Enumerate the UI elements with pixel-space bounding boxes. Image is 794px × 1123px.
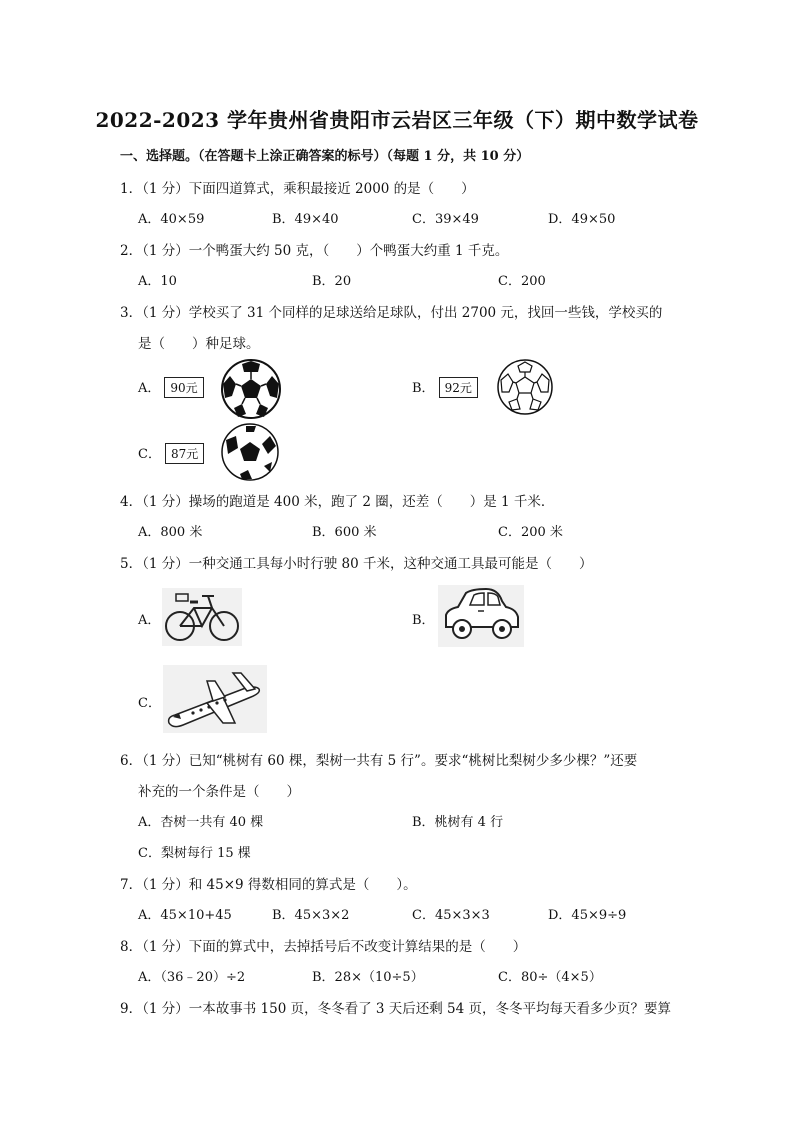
airplane-icon [163, 665, 267, 733]
question-4: 4．（1 分）操场的跑道是 400 米，跑了 2 圈，还差（ ）是 1 千米． [120, 494, 555, 510]
q6-option-c: C．梨树每行 15 棵 [138, 846, 251, 861]
q5-option-b: B． [412, 613, 435, 628]
q7-option-d: D．45×9÷9 [548, 908, 627, 923]
q7-option-c: C．45×3×3 [412, 908, 490, 923]
q5-option-a: A． [138, 613, 161, 628]
question-1: 1．（1 分）下面四道算式，乘积最接近 2000 的是（ ） [120, 181, 475, 197]
soccer-ball-a-icon [220, 358, 282, 420]
q5-option-c: C． [138, 696, 161, 711]
q4-option-a: A．800 米 [138, 525, 203, 540]
q3-option-c-label: C． [138, 447, 161, 462]
question-9: 9．（1 分）一本故事书 150 页，冬冬看了 3 天后还剩 54 页，冬冬平均每天看多少页？要算 [120, 1001, 672, 1017]
q1-option-a: A．40×59 [138, 212, 205, 227]
question-2: 2．（1 分）一个鸭蛋大约 50 克，（ ）个鸭蛋大约重 1 千克。 [120, 243, 509, 259]
q1-option-d: D．49×50 [548, 212, 616, 227]
q3-price-a: 90元 [164, 377, 203, 398]
q2-option-b: B．20 [312, 274, 352, 289]
question-3: 3．（1 分）学校买了 31 个同样的足球送给足球队，付出 2700 元，找回一些钱，学校买的 [120, 305, 663, 321]
section-heading: 一、选择题。（在答题卡上涂正确答案的标号）（每题 1 分，共 10 分） [120, 149, 530, 164]
q4-option-c: C．200 米 [498, 525, 563, 540]
q1-option-c: C．39×49 [412, 212, 479, 227]
soccer-ball-b-icon [496, 358, 554, 416]
q3-option-a [138, 377, 204, 398]
q1-option-b: B．49×40 [272, 212, 339, 227]
q8-option-a: A．（36﹣20）÷2 [138, 970, 246, 985]
q3-price-c: 87元 [165, 443, 204, 464]
q7-option-a: A．45×10+45 [138, 908, 232, 923]
question-8: 8．（1 分）下面的算式中，去掉括号后不改变计算结果的是（ ） [120, 939, 527, 955]
q8-option-b: B．28×（10÷5） [312, 970, 424, 985]
bicycle-icon [162, 588, 242, 646]
question-3-cont: 是（ ）种足球。 [138, 336, 260, 352]
question-5: 5．（1 分）一种交通工具每小时行驶 80 千米，这种交通工具最可能是（ ） [120, 556, 593, 572]
q4-option-b: B．600 米 [312, 525, 377, 540]
q3-price-b: 92元 [439, 377, 478, 398]
q3-option-b [412, 377, 478, 398]
q3-option-c [138, 443, 204, 464]
q7-option-b: B．45×3×2 [272, 908, 350, 923]
page-title: 2022-2023 学年贵州省贵阳市云岩区三年级（下）期中数学试卷 [95, 108, 699, 132]
q8-option-c: C．80÷（4×5） [498, 970, 602, 985]
q6-option-a: A．杏树一共有 40 棵 [138, 815, 264, 830]
q3-option-a-label: A． [138, 381, 161, 396]
soccer-ball-c-icon [220, 422, 280, 482]
q2-option-c: C．200 [498, 274, 546, 289]
question-6: 6．（1 分）已知“桃树有 60 棵，梨树一共有 5 行”。要求“桃树比梨树少多少棵？”还要 [120, 753, 638, 769]
q3-option-b-label: B． [412, 381, 435, 396]
q2-option-a: A．10 [138, 274, 177, 289]
question-7: 7．（1 分）和 45×9 得数相同的算式是（ ）。 [120, 877, 417, 893]
car-icon [438, 585, 524, 647]
q6-option-b: B．桃树有 4 行 [412, 815, 504, 830]
question-6-cont: 补充的一个条件是（ ） [138, 784, 300, 800]
